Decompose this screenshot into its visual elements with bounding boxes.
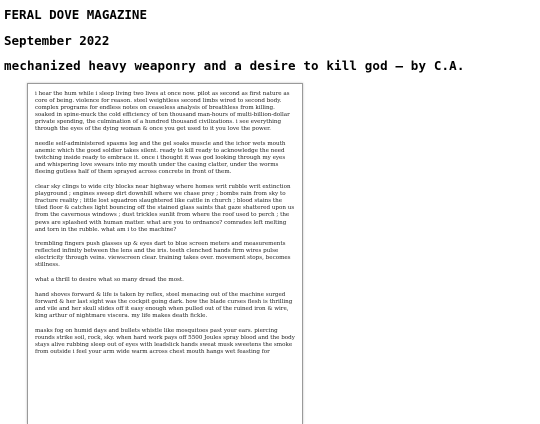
paragraph-5: what a thrill to desire what so many dread the most.	[35, 277, 184, 284]
paragraph-7: masks fog on humid days and bullets whistle like mosquitoes past your ears. piercing rounds strike soil, rock, sky. when hard work pays off 5500 Joules spray blood and the body stays alive rubbing sleep out of eyes with leadslick hands sweat musk sweetens the smoke from outside i feel your arm wide warm across chest mouth hangs wet feasting for	[35, 327, 295, 355]
paragraph-2: needle self-administered spasms leg and the gel soaks muscle and the ichor wets mouth anemic which the good soldier takes silent. ready to kill ready to acknowledge the need twitching inside ready to embrace it. once i thought it was god looking through my eyes and whispering love swears into my mouth under the casing clatter, under the worms fleeing gutless half of them sprayed across concrete in front of them.	[35, 141, 286, 176]
paragraph-6: hand shoves forward & life is taken by reflex, steel menacing out of the machine surged forward & her last sight was the cockpit going dark. how the blade curses flesh is thrilling and vile and her skull slides off it easy enough when pulled out of the ruined iron & wire, king arthur of nightmare viscera. my life makes death fickle.	[35, 291, 293, 319]
piece-title: mechanized heavy weaponry and a desire to kill god — by C.A.	[4, 58, 465, 73]
article-body	[28, 84, 302, 356]
paragraph-1: i hear the hum while i sleep living two lives at once now. pilot as second as first nature as core of being. violence for reason. steel weightless second limbs wired to second body. complex programs for endless notes on ceaseless analysis of breathless from killing. soaked in spine-muck the cold efficiency of ten thousand man-hours of multi-billion-dollar private spending, the culmination of a hundred thousand civilizations. i see everything through the eyes of the dying woman & once you get used to it you love the power.	[35, 91, 290, 133]
paragraph-3: clear sky clings to wide city blocks near highway where homes writ rubble writ extinction playground ; engines sweep dirt downhill where we chase prey ; bombs rain from sky to fracture reality ; little lost squadron slaughtered like cattle in church ; blood stains the tiled floor & catches light bouncing off the stained glass saints that gaze shattered upon us from the cavernous windows ; dust trickles sunlit from where the roof used to perch ; the pews are splashed with human matter. what are you to ordnance? comrades left melting and torn in the rubble. what am i to the machine?	[35, 184, 295, 233]
article-panel	[27, 83, 303, 424]
magazine-title: FERAL DOVE MAGAZINE	[4, 7, 147, 22]
issue-date: September 2022	[4, 33, 110, 48]
paragraph-4: trembling fingers push glasses up & eyes dart to blue screen meters and measurements reflected infinity between the lens and the iris. teeth clenched hands firm wires pulse electricity through veins. viewscreen clear. training takes over. movement stops, becomes stillness.	[35, 241, 291, 269]
